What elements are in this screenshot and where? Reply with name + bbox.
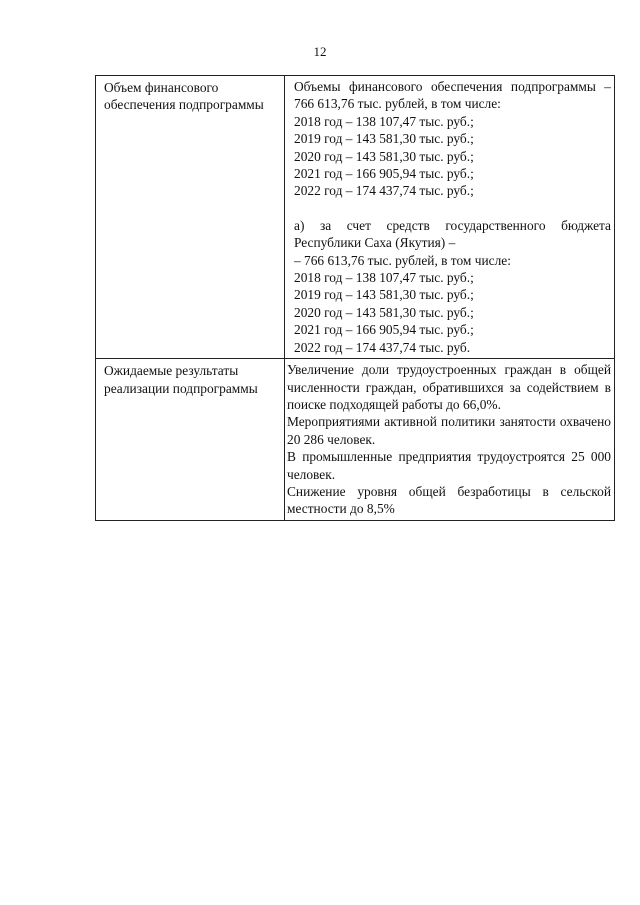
source-year-line: 2019 год – 143 581,30 тыс. руб.; [294, 287, 474, 303]
source-year-line: 2021 год – 166 905,94 тыс. руб.; [294, 322, 474, 338]
passport-table [95, 75, 615, 521]
financing-years-list [294, 113, 611, 200]
row-value-cell [285, 76, 615, 359]
source-year-line: 2022 год – 174 437,74 тыс. руб. [294, 339, 471, 355]
results-list [285, 359, 614, 520]
source-intro: а) за счет средств государственного бюджета Республики Саха (Якутия) – [294, 217, 611, 251]
result-paragraph: Снижение уровня общей безработицы в сельской местности до 8,5% [287, 483, 611, 517]
financing-year-line: 2021 год – 166 905,94 тыс. руб.; [294, 166, 474, 182]
row-label-cell [96, 359, 285, 521]
table-row-financing [96, 76, 615, 359]
source-years-list [294, 269, 611, 356]
result-paragraph: Увеличение доли трудоустроенных граждан в общей численности граждан, обратившихся за содействием в поиске подходящей работы до 66,0%. [287, 362, 611, 412]
source-total: – 766 613,76 тыс. рублей, в том числе: [294, 252, 511, 268]
result-paragraph: В промышленные предприятия трудоустроятся 25 000 человек. [287, 449, 611, 482]
result-paragraph: Мероприятиями активной политики занятости охвачено 20 286 человек. [287, 414, 611, 447]
source-year-line: 2018 год – 138 107,47 тыс. руб.; [294, 270, 474, 286]
row-label: Объем финансового обеспечения подпрограммы [104, 80, 264, 113]
financing-intro: Объемы финансового обеспечения подпрограммы – 766 613,76 тыс. рублей, в том числе: [294, 79, 611, 112]
row-value-cell [285, 359, 615, 521]
financing-year-line: 2022 год – 174 437,74 тыс. руб.; [294, 183, 474, 199]
page-number: 12 [313, 44, 327, 59]
source-year-line: 2020 год – 143 581,30 тыс. руб.; [294, 304, 474, 320]
financing-year-line: 2019 год – 143 581,30 тыс. руб.; [294, 131, 474, 147]
row-label-cell [96, 76, 285, 359]
table-row-results [96, 359, 615, 521]
row-label: Ожидаемые результаты реализации подпрограммы [104, 363, 258, 396]
financing-year-line: 2020 год – 143 581,30 тыс. руб.; [294, 148, 474, 164]
financing-year-line: 2018 год – 138 107,47 тыс. руб.; [294, 113, 474, 129]
